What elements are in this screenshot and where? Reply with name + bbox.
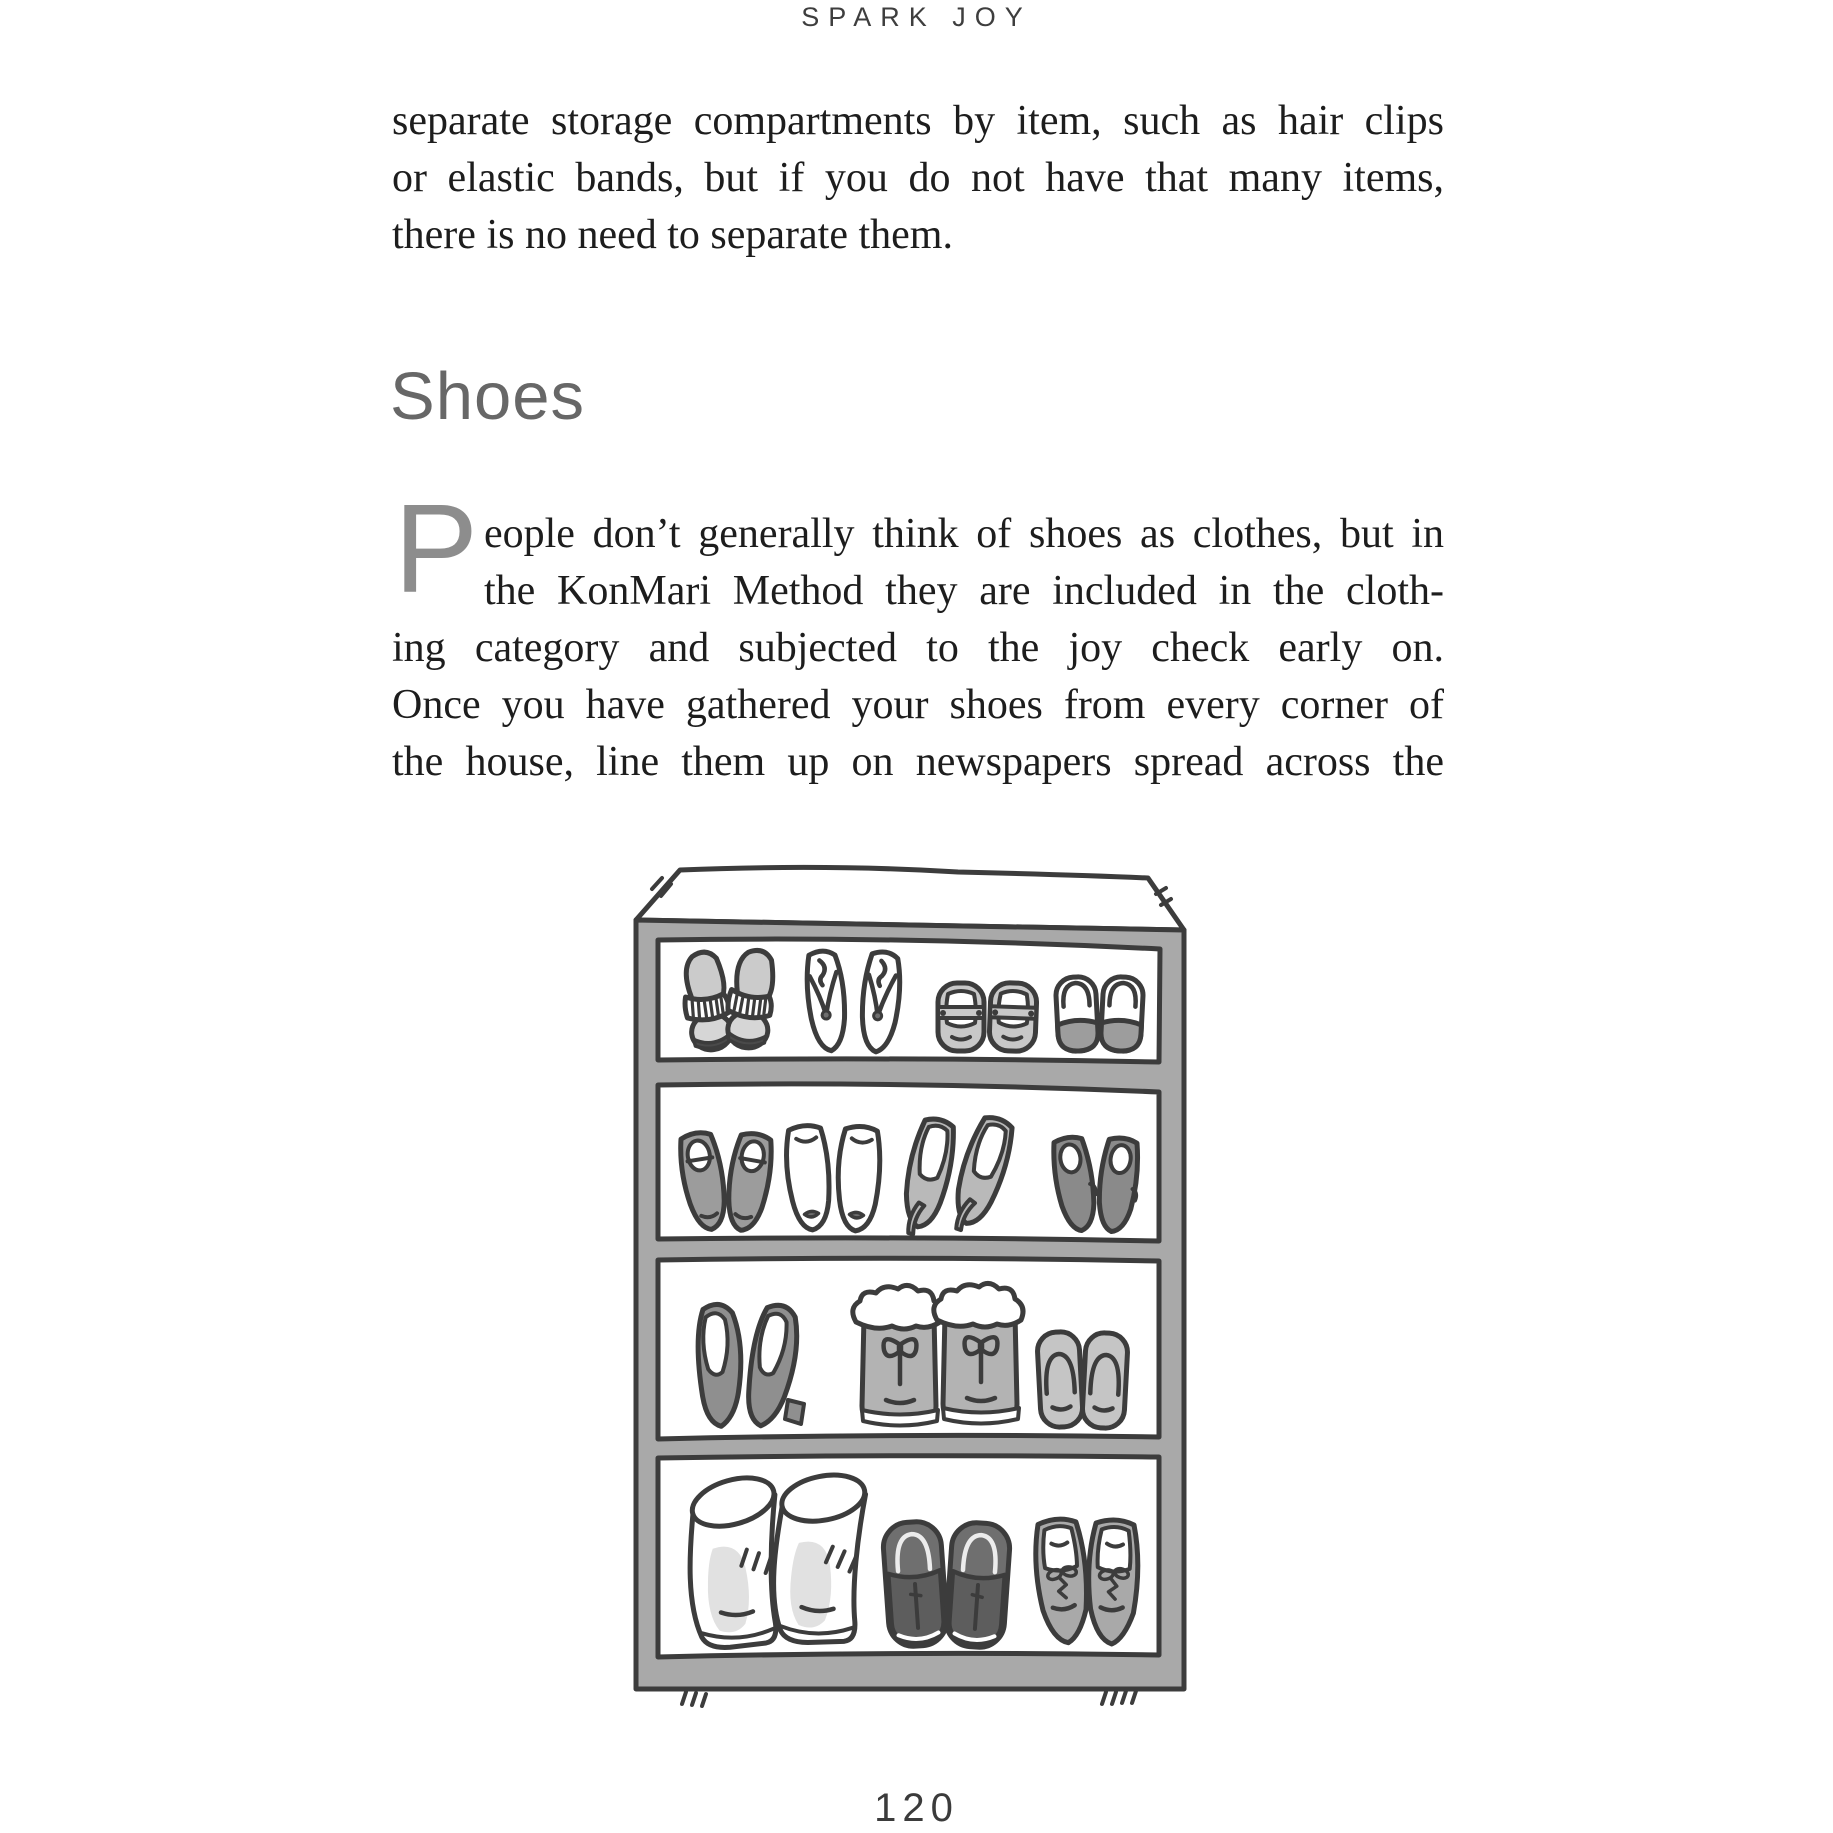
text-line: Once you have gathered your shoes from every corner of (392, 682, 1444, 728)
paragraph-shoes (392, 506, 1444, 791)
text-line: the house, line them up on newspapers spread across the (392, 739, 1444, 785)
text-line: there is no need to separate them. (392, 212, 953, 258)
paragraph-storage (392, 93, 1444, 264)
page-number: 120 (874, 1786, 959, 1830)
text-line: ing category and subjected to the joy check early on. (392, 625, 1444, 671)
text-line: or elastic bands, but if you do not have that many items, (392, 155, 1444, 201)
section-heading-shoes: Shoes (390, 359, 585, 434)
running-header: SPARK JOY (801, 2, 1032, 32)
text-line: the KonMari Method they are included in the cloth- (484, 568, 1444, 614)
drop-cap-letter: P (394, 478, 479, 619)
shoe-rack-illustration (628, 856, 1194, 1708)
text-line: separate storage compartments by item, such as hair clips (392, 98, 1444, 144)
text-line: eople don’t generally think of shoes as clothes, but in (484, 511, 1444, 557)
